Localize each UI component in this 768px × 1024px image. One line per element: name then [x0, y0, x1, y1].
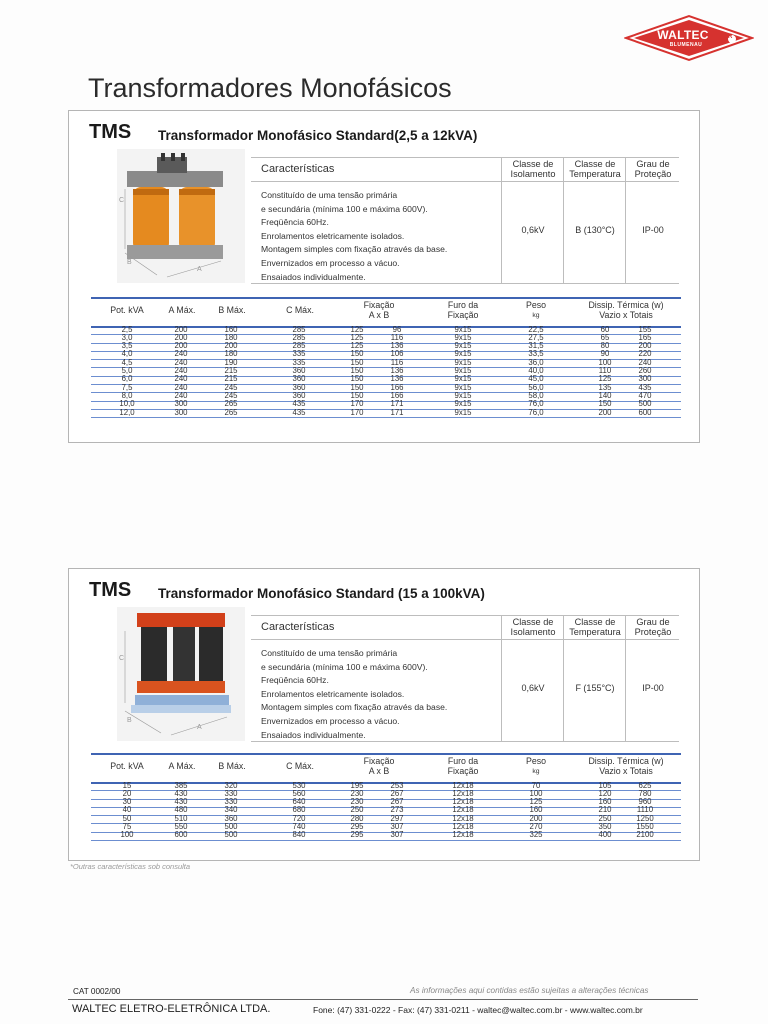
- cell-fix_a: 150: [350, 382, 364, 392]
- cell-vazio: 110: [598, 366, 612, 375]
- characteristic-item: Constituído de uma tensão primária: [261, 190, 398, 200]
- cell-fix_a: 250: [350, 805, 364, 815]
- dimension-label-a: A: [197, 266, 202, 273]
- header-line: Isolamento: [510, 627, 556, 637]
- protection-grade: IP-00: [642, 225, 664, 235]
- cell-furo: 12x18: [452, 788, 474, 798]
- cell-c: 720: [292, 813, 306, 823]
- header-dissipacao: [581, 757, 671, 776]
- cell-totais: 960: [638, 797, 652, 807]
- characteristics-grid: [251, 157, 679, 283]
- cell-c: 640: [292, 797, 306, 807]
- cell-fix_b: 166: [390, 390, 404, 400]
- cell-peso: 58,0: [528, 390, 544, 400]
- cell-fix_b: 136: [390, 374, 404, 384]
- cell-totais: 1110: [636, 805, 654, 815]
- cell-totais: 155: [638, 324, 652, 334]
- cell-a: 240: [174, 390, 188, 400]
- isolation-class: 0,6kV: [521, 683, 545, 693]
- cell-pot: 2,5: [121, 324, 133, 334]
- header-c: C Máx.: [286, 761, 314, 771]
- grid-line: [501, 615, 502, 741]
- grid-line: [625, 157, 626, 283]
- cell-fix_a: 195: [350, 780, 364, 790]
- cell-fix_a: 150: [350, 390, 364, 400]
- temperature-class: B (130°C): [575, 225, 615, 235]
- cell-b: 265: [224, 407, 238, 417]
- cell-fix_a: 150: [350, 349, 364, 359]
- cell-b: 500: [224, 830, 238, 840]
- cell-pot: 12,0: [119, 407, 135, 417]
- cell-pot: 4,5: [121, 357, 133, 367]
- grid-line: [563, 157, 564, 283]
- cell-fix_a: 170: [350, 407, 364, 417]
- cell-fix_a: 230: [350, 788, 364, 798]
- cell-peso: 125: [529, 797, 543, 807]
- cell-b: 330: [224, 797, 238, 807]
- cell-pot: 6,0: [121, 374, 133, 384]
- characteristic-item: Envernizados em processo a vácuo.: [261, 257, 400, 268]
- characteristic-item: Envernizados em processo a vácuo.: [261, 715, 400, 726]
- column-header-grau: [627, 617, 679, 637]
- cell-peso: 33,5: [528, 349, 544, 359]
- cell-c: 285: [292, 341, 306, 351]
- cell-b: 160: [224, 324, 238, 334]
- cell-furo: 12x18: [452, 805, 474, 815]
- cell-c: 335: [292, 349, 306, 359]
- header-line: A x B: [368, 765, 390, 776]
- cell-a: 240: [174, 357, 188, 367]
- characteristic-item: e secundária (mínima 100 e máxima 600V).: [261, 203, 428, 214]
- header-a: A Máx.: [168, 305, 196, 315]
- header-line: Classe de: [512, 159, 554, 169]
- cell-totais: 625: [638, 780, 652, 790]
- cell-c: 680: [292, 805, 306, 815]
- cell-fix_b: 273: [390, 805, 404, 815]
- header-line: Fixação: [363, 756, 395, 766]
- cell-vazio: 135: [598, 382, 612, 392]
- table-row: [91, 832, 681, 841]
- isolation-class: 0,6kV: [521, 225, 545, 235]
- cell-c: 285: [292, 332, 306, 342]
- header-line: Peso: [525, 300, 547, 310]
- cell-fix_b: 307: [390, 830, 404, 840]
- cell-fix_b: 307: [390, 822, 404, 831]
- cell-pot: 15: [122, 780, 132, 790]
- header-line: Fixação: [447, 765, 479, 776]
- transformer-photo: [117, 607, 245, 741]
- cell-pot: 8,0: [121, 390, 133, 400]
- cell-peso: 160: [529, 805, 543, 815]
- cell-vazio: 350: [598, 822, 612, 831]
- cell-pot: 4,0: [121, 349, 133, 359]
- cell-vazio: 250: [598, 813, 612, 823]
- characteristic-item: Enrolamentos eletricamente isolados.: [261, 230, 405, 241]
- cell-fix_b: 136: [390, 366, 404, 375]
- cell-c: 560: [292, 788, 306, 798]
- grid-line: [501, 157, 502, 283]
- cell-vazio: 210: [598, 805, 612, 815]
- header-unit: kg: [532, 311, 540, 319]
- cell-c: 335: [292, 357, 306, 367]
- header-peso: [517, 301, 555, 320]
- cell-fix_a: 170: [350, 399, 364, 409]
- cell-vazio: 100: [598, 357, 612, 367]
- cell-fix_b: 96: [392, 324, 402, 334]
- cell-b: 180: [224, 332, 238, 342]
- cell-a: 240: [174, 382, 188, 392]
- cell-vazio: 105: [598, 780, 612, 790]
- cell-b: 245: [224, 390, 238, 400]
- header-line: Fixação: [447, 309, 479, 320]
- header-line: Furo da: [447, 756, 479, 766]
- cell-a: 430: [174, 797, 188, 807]
- cell-a: 300: [174, 407, 188, 417]
- registered-mark: R: [728, 34, 733, 40]
- transformer-photo: [117, 149, 245, 283]
- cell-vazio: 140: [598, 390, 612, 400]
- cell-furo: 9x15: [454, 407, 472, 417]
- cell-b: 215: [224, 366, 238, 375]
- cell-pot: 75: [122, 822, 132, 831]
- column-header-temp: [565, 159, 625, 179]
- characteristic-item: Freqüência 60Hz.: [261, 675, 329, 686]
- header-line: Dissip. Térmica (w): [588, 756, 664, 766]
- header-a: A Máx.: [168, 761, 196, 771]
- header-line: Furo da: [447, 300, 479, 310]
- dimension-label-c: C: [119, 655, 125, 662]
- cell-totais: 200: [638, 341, 652, 351]
- cell-totais: 240: [638, 357, 652, 367]
- cell-furo: 9x15: [454, 341, 472, 351]
- characteristic-item: Ensaiados individualmente.: [261, 271, 366, 282]
- cell-pot: 5,0: [121, 366, 133, 375]
- cell-totais: 165: [638, 332, 652, 342]
- cell-vazio: 90: [600, 349, 610, 359]
- cell-totais: 300: [638, 374, 652, 384]
- header-line: Classe de: [512, 617, 554, 627]
- column-header-temp: [565, 617, 625, 637]
- cell-fix_a: 125: [350, 332, 364, 342]
- cell-a: 430: [174, 788, 188, 798]
- characteristic-item: Freqüência 60Hz.: [261, 217, 329, 228]
- cell-totais: 500: [638, 399, 652, 409]
- cell-furo: 9x15: [454, 349, 472, 359]
- catalog-code: CAT 0002/00: [73, 987, 121, 996]
- grid-line: [251, 157, 679, 158]
- cell-a: 480: [174, 805, 188, 815]
- specs-table: [91, 753, 681, 841]
- characteristics-list: [261, 189, 501, 284]
- cell-fix_a: 150: [350, 374, 364, 384]
- cell-furo: 9x15: [454, 324, 472, 334]
- cell-pot: 3,0: [121, 332, 133, 342]
- header-furo: [439, 301, 487, 320]
- cell-furo: 9x15: [454, 399, 472, 409]
- grid-line: [251, 615, 679, 616]
- header-line: Peso: [525, 756, 547, 766]
- company-name: WALTEC ELETRO-ELETRÔNICA LTDA.: [72, 1003, 271, 1015]
- cell-furo: 9x15: [454, 382, 472, 392]
- footer-divider: [68, 999, 698, 1000]
- header-fixacao: [353, 757, 405, 776]
- cell-peso: 76,0: [528, 399, 544, 409]
- cell-a: 240: [174, 374, 188, 384]
- cell-peso: 56,0: [528, 382, 544, 392]
- cell-furo: 9x15: [454, 390, 472, 400]
- cell-fix_b: 267: [390, 788, 404, 798]
- table-row: [91, 409, 681, 418]
- cell-fix_a: 230: [350, 797, 364, 807]
- header-pot: Pot. kVA: [110, 761, 144, 771]
- cell-a: 240: [174, 349, 188, 359]
- footnote: *Outras características sob consulta: [70, 862, 191, 871]
- cell-fix_a: 150: [350, 366, 364, 375]
- cell-b: 215: [224, 374, 238, 384]
- characteristic-item: Enrolamentos eletricamente isolados.: [261, 688, 405, 699]
- product-panel-small: [68, 110, 700, 443]
- grid-line: [251, 181, 679, 182]
- header-fixacao: [353, 301, 405, 320]
- header-line: Temperatura: [569, 169, 621, 179]
- cell-vazio: 150: [598, 399, 612, 409]
- cell-furo: 12x18: [452, 780, 474, 790]
- cell-b: 360: [224, 813, 238, 823]
- cell-totais: 780: [638, 788, 652, 798]
- cell-peso: 40,0: [528, 366, 544, 375]
- cell-b: 500: [224, 822, 238, 831]
- cell-a: 600: [174, 830, 188, 840]
- cell-fix_a: 150: [350, 357, 364, 367]
- cell-peso: 22,5: [528, 324, 544, 334]
- header-line: Isolamento: [510, 169, 556, 179]
- cell-vazio: 160: [598, 797, 612, 807]
- cell-b: 180: [224, 349, 238, 359]
- product-subtitle: Transformador Monofásico Standard (15 a 100kVA): [158, 586, 485, 601]
- cell-b: 190: [224, 357, 238, 367]
- header-line: Proteção: [634, 169, 672, 179]
- cell-b: 320: [224, 780, 238, 790]
- cell-fix_b: 253: [390, 780, 404, 790]
- characteristics-list: [261, 647, 501, 742]
- dimension-label-c: C: [119, 197, 125, 204]
- grid-line: [625, 615, 626, 741]
- cell-a: 385: [174, 780, 188, 790]
- specs-table-header: [91, 753, 681, 784]
- dimension-label-b: B: [127, 717, 132, 724]
- cell-peso: 70: [531, 780, 541, 790]
- header-line: Grau de: [636, 159, 670, 169]
- cell-totais: 470: [638, 390, 652, 400]
- cell-fix_b: 116: [390, 357, 404, 367]
- logo-subtext: BLUMENAU: [669, 42, 703, 48]
- cell-totais: 1550: [636, 822, 654, 831]
- column-header-isol: [503, 159, 563, 179]
- cell-b: 340: [224, 805, 238, 815]
- dimension-label-a: A: [197, 724, 202, 731]
- header-dissipacao: [581, 301, 671, 320]
- logo-text: WALTEC: [657, 28, 709, 42]
- characteristics-grid: [251, 615, 679, 741]
- cell-peso: 100: [529, 788, 543, 798]
- cell-totais: 260: [638, 366, 652, 375]
- header-line: Grau de: [636, 617, 670, 627]
- cell-furo: 12x18: [452, 797, 474, 807]
- cell-fix_b: 116: [390, 332, 404, 342]
- cell-vazio: 65: [600, 332, 610, 342]
- cell-pot: 30: [122, 797, 132, 807]
- cell-furo: 9x15: [454, 366, 472, 375]
- cell-peso: 325: [529, 830, 543, 840]
- cell-c: 360: [292, 382, 306, 392]
- characteristic-item: Constituído de uma tensão primária: [261, 648, 398, 658]
- cell-a: 240: [174, 366, 188, 375]
- cell-a: 200: [174, 324, 188, 334]
- temperature-class: F (155°C): [575, 683, 615, 693]
- grid-line: [563, 615, 564, 741]
- cell-pot: 40: [122, 805, 132, 815]
- cell-pot: 100: [120, 830, 134, 840]
- cell-fix_b: 166: [390, 382, 404, 392]
- product-code: TMS: [89, 579, 132, 601]
- cell-c: 530: [292, 780, 306, 790]
- cell-c: 435: [292, 407, 306, 417]
- cell-furo: 9x15: [454, 332, 472, 342]
- header-c: C Máx.: [286, 305, 314, 315]
- cell-furo: 9x15: [454, 357, 472, 367]
- cell-c: 285: [292, 324, 306, 334]
- cell-fix_b: 171: [390, 399, 404, 409]
- cell-a: 300: [174, 399, 188, 409]
- header-line: A x B: [368, 309, 390, 320]
- cell-peso: 27,5: [528, 332, 544, 342]
- cell-fix_a: 295: [350, 830, 364, 840]
- header-line: Fixação: [363, 300, 395, 310]
- cell-vazio: 125: [598, 374, 612, 384]
- header-line: Vazio x Totais: [599, 765, 653, 776]
- cell-peso: 270: [529, 822, 543, 831]
- characteristic-item: Ensaiados individualmente.: [261, 729, 366, 740]
- product-code: TMS: [89, 121, 132, 143]
- cell-pot: 7,5: [121, 382, 133, 392]
- page-title: Transformadores Monofásicos: [88, 73, 452, 103]
- cell-c: 360: [292, 374, 306, 384]
- header-line: Proteção: [634, 627, 672, 637]
- column-header-grau: [627, 159, 679, 179]
- cell-c: 435: [292, 399, 306, 409]
- header-line: Vazio x Totais: [599, 309, 653, 320]
- cell-vazio: 400: [598, 830, 612, 840]
- cell-fix_a: 125: [350, 324, 364, 334]
- cell-fix_b: 171: [390, 407, 404, 417]
- product-panel-large: [68, 568, 700, 861]
- cell-pot: 50: [122, 813, 132, 823]
- cell-pot: 3,5: [121, 341, 133, 351]
- characteristics-heading: Características: [261, 163, 335, 175]
- header-b: B Máx.: [218, 761, 246, 771]
- cell-peso: 45,0: [528, 374, 544, 384]
- cell-furo: 12x18: [452, 822, 474, 831]
- cell-fix_b: 136: [390, 341, 404, 351]
- cell-a: 200: [174, 341, 188, 351]
- cell-furo: 9x15: [454, 374, 472, 384]
- cell-fix_a: 125: [350, 341, 364, 351]
- cell-totais: 1250: [636, 813, 654, 823]
- header-line: Classe de: [574, 159, 616, 169]
- cell-vazio: 120: [598, 788, 612, 798]
- cell-peso: 31,5: [528, 341, 544, 351]
- cell-fix_b: 267: [390, 797, 404, 807]
- characteristic-item: Montagem simples com fixação através da base.: [261, 702, 448, 713]
- cell-fix_b: 297: [390, 813, 404, 823]
- cell-a: 200: [174, 332, 188, 342]
- contact-info: Fone: (47) 331-0222 - Fax: (47) 331-0211 - waltec@waltec.com.br - www.waltec.com.br: [313, 1005, 643, 1015]
- cell-vazio: 60: [600, 324, 610, 334]
- cell-c: 840: [292, 830, 306, 840]
- cell-peso: 76,0: [528, 407, 544, 417]
- cell-b: 265: [224, 399, 238, 409]
- cell-totais: 2100: [636, 830, 654, 840]
- header-pot: Pot. kVA: [110, 305, 144, 315]
- cell-b: 200: [224, 341, 238, 351]
- specs-table: [91, 297, 681, 418]
- cell-pot: 10,0: [119, 399, 135, 409]
- cell-vazio: 200: [598, 407, 612, 417]
- cell-furo: 12x18: [452, 830, 474, 840]
- header-b: B Máx.: [218, 305, 246, 315]
- cell-fix_a: 295: [350, 822, 364, 831]
- cell-fix_b: 106: [390, 349, 404, 359]
- cell-furo: 12x18: [452, 813, 474, 823]
- cell-vazio: 80: [600, 341, 610, 351]
- cell-c: 740: [292, 822, 306, 831]
- characteristic-item: e secundária (mínima 100 e máxima 600V).: [261, 661, 428, 672]
- cell-c: 360: [292, 390, 306, 400]
- cell-a: 550: [174, 822, 188, 831]
- characteristic-item: Montagem simples com fixação através da base.: [261, 244, 448, 255]
- cell-totais: 435: [638, 382, 652, 392]
- protection-grade: IP-00: [642, 683, 664, 693]
- cell-c: 360: [292, 366, 306, 375]
- cell-fix_a: 280: [350, 813, 364, 823]
- cell-totais: 220: [638, 349, 652, 359]
- header-unit: kg: [532, 767, 540, 775]
- header-peso: [517, 757, 555, 776]
- cell-peso: 200: [529, 813, 543, 823]
- header-furo: [439, 757, 487, 776]
- dimension-label-b: B: [127, 259, 132, 266]
- product-subtitle: Transformador Monofásico Standard(2,5 a 12kVA): [158, 128, 478, 143]
- header-line: Temperatura: [569, 627, 621, 637]
- cell-a: 510: [174, 813, 188, 823]
- header-line: Classe de: [574, 617, 616, 627]
- grid-line: [251, 639, 679, 640]
- cell-b: 330: [224, 788, 238, 798]
- specs-table-header: [91, 297, 681, 328]
- cell-pot: 20: [122, 788, 132, 798]
- column-header-isol: [503, 617, 563, 637]
- cell-totais: 600: [638, 407, 652, 417]
- cell-peso: 36,0: [528, 357, 544, 367]
- cell-b: 245: [224, 382, 238, 392]
- header-line: Dissip. Térmica (w): [588, 300, 664, 310]
- disclaimer: As informações aqui contidas estão sujeitas a alterações técnicas: [410, 986, 649, 995]
- characteristics-heading: Características: [261, 621, 335, 633]
